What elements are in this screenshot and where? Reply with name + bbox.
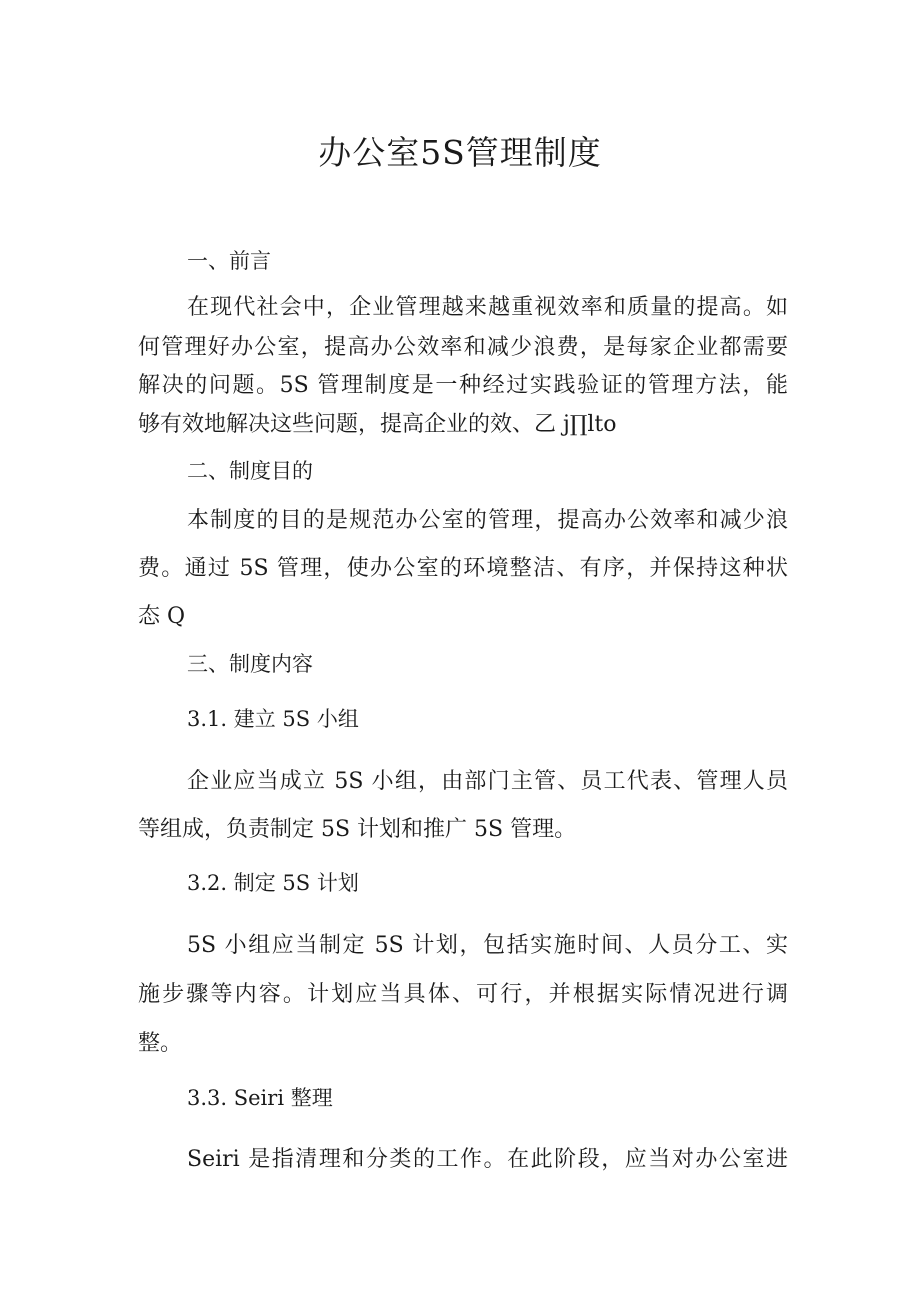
purpose-line-1: 本制度的目的是规范办公室的管理，提高办公效率和减少浪 xyxy=(187,508,788,533)
subsection-3-1-line-1: 企业应当成立 5S 小组，由部门主管、员工代表、管理人员 xyxy=(187,769,788,794)
section-heading-preface: 一、前言 xyxy=(187,249,271,273)
preface-line-1: 在现代社会中，企业管理越来越重视效率和质量的提高。如 xyxy=(187,295,788,320)
subsection-3-1-line-2: 等组成，负责制定 5S 计划和推广 5S 管理。 xyxy=(138,817,577,842)
preface-line-3: 解决的问题。5S 管理制度是一种经过实践验证的管理方法，能 xyxy=(138,373,788,398)
subsection-3-3-line-1: Seiri 是指清理和分类的工作。在此阶段，应当对办公室进 xyxy=(187,1147,788,1172)
subsection-3-2-line-3: 整。 xyxy=(138,1031,183,1056)
subsection-heading-3-3: 3.3. Seiri 整理 xyxy=(187,1086,333,1110)
document-title: 办公室5S管理制度 xyxy=(318,133,602,172)
preface-line-2: 何管理好办公室，提高办公效率和减少浪费，是每家企业都需要 xyxy=(138,335,788,360)
purpose-line-2: 费。通过 5S 管理，使办公室的环境整洁、有序，并保持这种状 xyxy=(138,556,788,581)
section-heading-purpose: 二、制度目的 xyxy=(187,459,313,483)
purpose-line-3: 态 Q xyxy=(138,604,186,629)
subsection-heading-3-1: 3.1. 建立 5S 小组 xyxy=(187,707,359,731)
subsection-3-2-line-1: 5S 小组应当制定 5S 计划，包括实施时间、人员分工、实 xyxy=(187,933,788,958)
subsection-heading-3-2: 3.2. 制定 5S 计划 xyxy=(187,871,359,895)
preface-line-4: 够有效地解决这些问题，提高企业的效、乙 j∏lto xyxy=(138,412,617,437)
subsection-3-2-line-2: 施步骤等内容。计划应当具体、可行，并根据实际情况进行调 xyxy=(138,982,788,1007)
section-heading-content: 三、制度内容 xyxy=(187,652,313,676)
